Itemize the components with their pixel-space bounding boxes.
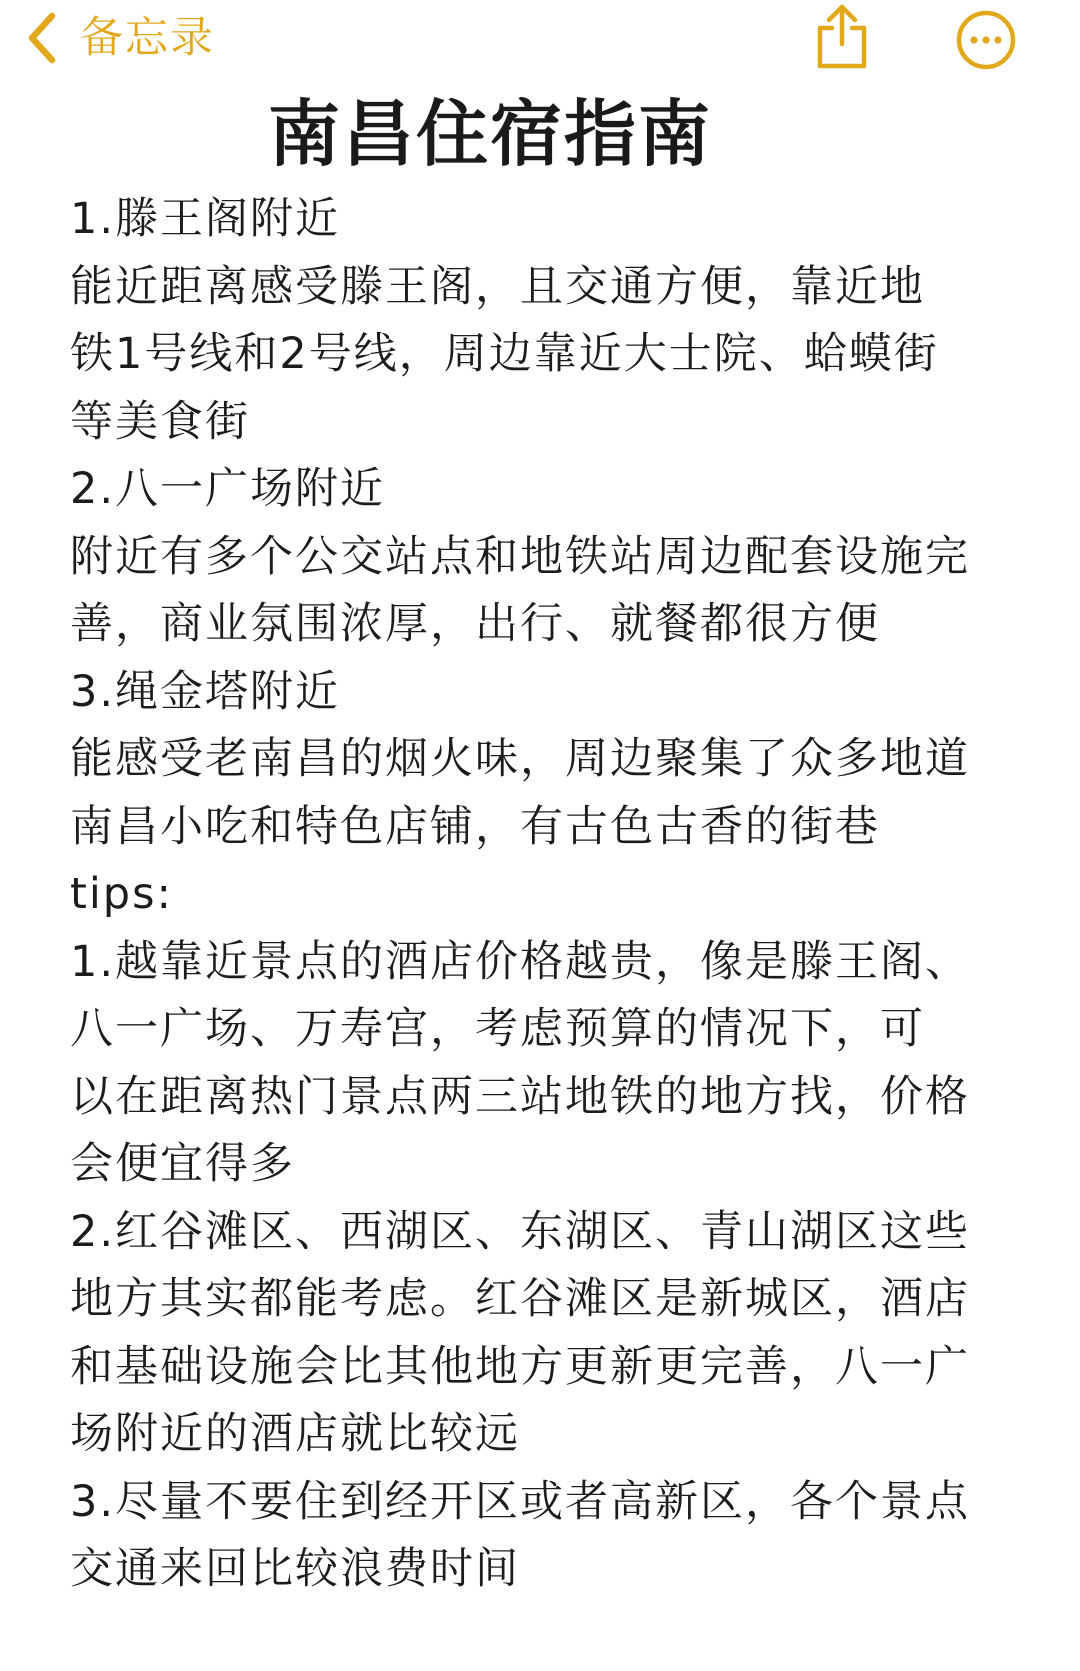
more-button[interactable]	[954, 8, 1018, 72]
note-line: 1.越靠近景点的酒店价格越贵，像是滕王阁、	[70, 936, 971, 987]
note-line: 等美食街	[70, 396, 250, 447]
note-line: 能感受老南昌的烟火味，周边聚集了众多地道	[70, 734, 970, 784]
note-line: tips:	[70, 869, 173, 919]
note-body[interactable]	[70, 186, 1010, 1604]
note-line: 善，商业氛围浓厚，出行、就餐都很方便	[70, 599, 880, 649]
chevron-left-icon	[26, 12, 58, 64]
more-icon	[954, 8, 1018, 72]
note-line: 交通来回比较浪费时间	[70, 1544, 520, 1594]
note-line: 地方其实都能考虑。红谷滩区是新城区，酒店	[70, 1274, 970, 1324]
note-line: 附近有多个公交站点和地铁站周边配套设施完	[70, 531, 970, 582]
share-button[interactable]	[812, 2, 872, 72]
note-line: 1.滕王阁附近	[70, 194, 341, 244]
note-line: 和基础设施会比其他地方更新更完善，八一广	[70, 1341, 970, 1392]
note-line: 能近距离感受滕王阁，且交通方便，靠近地	[70, 261, 925, 312]
note-line: 2.红谷滩区、西湖区、东湖区、青山湖区这些	[70, 1206, 971, 1257]
note-line: 以在距离热门景点两三站地铁的地方找，价格	[70, 1071, 970, 1122]
navigation-bar	[0, 0, 1080, 80]
note-line: 3.绳金塔附近	[70, 666, 341, 717]
note-line: 南昌小吃和特色店铺，有古色古香的街巷	[70, 801, 880, 852]
note-line: 八一广场、万寿宫，考虑预算的情况下，可	[70, 1004, 925, 1054]
note-line: 3.尽量不要住到经开区或者高新区，各个景点	[70, 1476, 971, 1527]
note-line: 会便宜得多	[70, 1139, 295, 1189]
share-icon	[812, 2, 872, 72]
back-button[interactable]	[26, 8, 215, 68]
note-line: 场附近的酒店就比较远	[70, 1409, 520, 1459]
note-line: 2.八一广场附近	[70, 464, 386, 514]
note-title: 南昌住宿指南	[267, 92, 712, 176]
back-label: 备忘录	[80, 13, 215, 63]
note-line: 铁1号线和2号线，周边靠近大士院、蛤蟆街	[70, 329, 939, 379]
